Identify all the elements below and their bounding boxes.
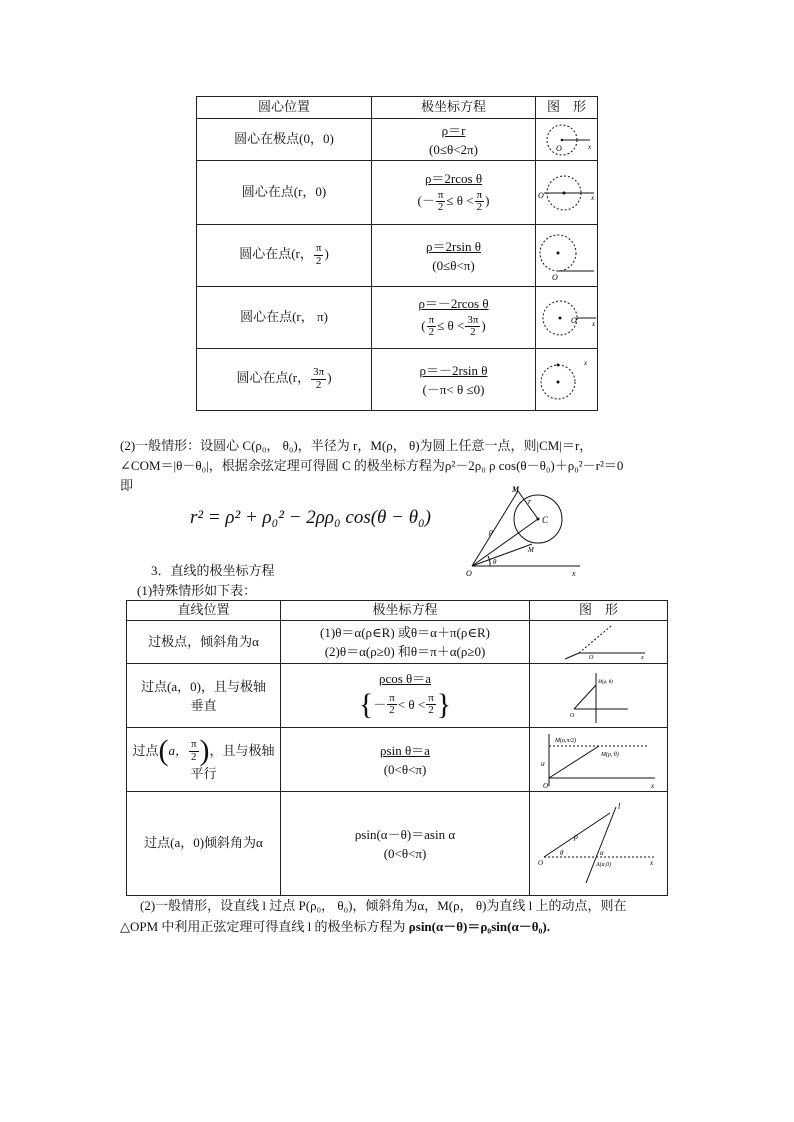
header-center-position: 圆心位置	[197, 97, 372, 119]
svg-text:θ: θ	[559, 848, 563, 857]
header-figure: 图 形	[536, 97, 598, 119]
table-cell-position: 圆心在点(r， π)	[197, 287, 372, 349]
equation-range: (0<θ<π)	[383, 761, 427, 777]
table-cell-figure	[536, 287, 598, 349]
table-cell-figure	[536, 161, 598, 225]
equation-range: (－π< θ ≤0)	[422, 381, 485, 397]
general-circle-line3: 即	[120, 478, 134, 493]
general-line-line1: (2)一般情形，设直线 l 过点 P(ρ₀， θ₀)，倾斜角为α，M(ρ， θ)为直线 l 上的动点，则在	[140, 898, 627, 913]
table-cell-position: 圆心在点(r， $\frac{3\pi}{2}$ )	[197, 349, 372, 411]
fraction-pi-over-2: $\frac{\pi}{2}$	[389, 691, 395, 717]
range-text: (－	[417, 192, 435, 208]
svg-text:M(ρ, θ): M(ρ, θ)	[597, 679, 613, 685]
svg-text:O: O	[571, 315, 577, 325]
svg-text:M(ρ, θ): M(ρ, θ)	[600, 751, 619, 758]
table-cell-equation	[372, 225, 536, 287]
svg-text:O: O	[537, 858, 543, 867]
table-cell-position: 过点 ( a， $\frac{\pi}{2}$ ) ，且与极轴 平行	[127, 728, 281, 792]
table-cell-position: 圆心在点(r， $\frac{\pi}{2}$ )	[197, 225, 372, 287]
header-polar-equation: 极坐标方程	[372, 97, 536, 119]
svg-text:x: x	[650, 781, 654, 790]
table-cell-figure	[530, 792, 668, 896]
table-cell-equation	[372, 349, 536, 411]
svg-text:M: M	[512, 485, 520, 494]
table-cell-position: 圆心在点(r，0)	[197, 161, 372, 225]
table-cell-equation	[372, 161, 536, 225]
circle-at-pole-figure	[538, 121, 596, 159]
equation-range: (0≤θ<2π)	[429, 141, 478, 157]
line-table	[126, 600, 668, 896]
header-figure: 图 形	[530, 601, 668, 621]
equation-line: (2)θ＝α(ρ≥0) 和θ＝π＋α(ρ≥0)	[324, 644, 486, 659]
circle-table	[196, 96, 598, 411]
table-cell-equation	[281, 792, 530, 896]
svg-text:x: x	[587, 142, 591, 151]
equation-line: ρsin(α－θ)＝asin α	[354, 826, 456, 842]
svg-text:O: O	[542, 781, 548, 790]
equation-line: (1)θ＝α(ρ∈R) 或θ＝α＋π(ρ∈R)	[320, 625, 490, 640]
svg-text:C: C	[542, 515, 549, 525]
table-cell-figure	[536, 349, 598, 411]
svg-text:x: x	[640, 655, 644, 661]
equation-range: (0≤θ<π)	[432, 257, 475, 273]
svg-text:α: α	[540, 759, 545, 768]
equation-line: ρsin θ＝a	[380, 742, 430, 758]
svg-text:A(a,0): A(a,0)	[595, 861, 611, 868]
table-cell-position: 过点(a，0)，且与极轴 垂直	[127, 664, 281, 728]
table-cell-equation: ρcos θ＝a { － $\frac{\pi}{2}$ < θ < $\frac{\pi}{2}$ }	[281, 664, 530, 728]
table-cell-figure	[530, 621, 668, 664]
general-circle-figure	[462, 484, 586, 580]
svg-text:l: l	[617, 801, 620, 811]
range-text: )	[485, 192, 490, 208]
equation-line: ρ＝－2rsin θ	[419, 362, 488, 378]
table-cell-position: 过点(a，0)倾斜角为α	[127, 792, 281, 896]
svg-text:ρ: ρ	[489, 527, 493, 536]
fraction-pi-over-2: $\frac{\pi}{2}$	[428, 691, 434, 717]
table-cell-equation	[281, 728, 530, 792]
svg-text:M: M	[528, 546, 534, 554]
table-cell-equation	[281, 621, 530, 664]
fraction-pi-over-2: $\frac{\pi}{2}$	[437, 188, 444, 214]
equation-range: (0<θ<π)	[383, 845, 427, 861]
fraction-pi-over-2: $\frac{\pi}{2}$	[476, 188, 483, 214]
equation-line: ρcos θ＝a	[378, 671, 432, 687]
svg-text:O: O	[588, 655, 593, 661]
general-circle-line2: ∠COM＝|θ－θ₀|，根据余弦定理可得圆 C 的极坐标方程为ρ²－2ρ₀ ρ cos(θ－θ₀)＋ρ₀²－r²＝0	[120, 458, 624, 473]
svg-text:r: r	[528, 497, 532, 506]
equation-line: ρ＝－2rcos θ	[418, 296, 489, 312]
line-through-pole-figure	[549, 623, 649, 661]
circle-center-r-3pi2-figure	[536, 355, 598, 405]
circle-center-r-pi-figure	[536, 296, 598, 340]
fraction-pi-over-2: $\frac{\pi}{2}$	[190, 738, 197, 763]
svg-text:α: α	[599, 848, 604, 857]
svg-text:x: x	[649, 858, 653, 867]
svg-text:O: O	[555, 143, 562, 153]
svg-text:x: x	[591, 193, 595, 202]
svg-text:ρ: ρ	[573, 831, 578, 841]
circle-center-r0-figure	[536, 168, 598, 218]
line-general-equation: ρsin(α－θ)＝ρ₀sin(α－θ₀).	[408, 919, 550, 934]
svg-text:x: x	[572, 569, 576, 578]
svg-text:O: O	[569, 712, 574, 719]
table-cell-position: 过极点，倾斜角为α	[127, 621, 281, 664]
range-text: ≤ θ <	[446, 192, 474, 208]
fraction-3pi-over-2: $\frac{3\pi}{2}$	[467, 313, 479, 339]
svg-text:M(a,π/2): M(a,π/2)	[554, 737, 576, 744]
equation-line: ρ＝2rsin θ	[426, 238, 481, 254]
svg-text:x: x	[584, 358, 588, 367]
table-cell-figure	[536, 225, 598, 287]
table-cell-position: 圆心在极点(0，0)	[197, 119, 372, 161]
table-cell-equation	[372, 119, 536, 161]
header-line-position: 直线位置	[127, 601, 281, 621]
fraction-pi-over-2: $\frac{\pi}{2}$	[315, 242, 322, 267]
header-polar-equation: 极坐标方程	[281, 601, 530, 621]
svg-text:θ: θ	[493, 558, 497, 566]
horizontal-line-figure	[539, 730, 659, 790]
fraction-3pi-over-2: $\frac{3\pi}{2}$	[313, 366, 325, 391]
fraction-pi-over-2: $\frac{\pi}{2}$	[428, 313, 435, 339]
svg-text:O: O	[466, 569, 472, 578]
circle-formula: r² = ρ² + ρ₀² − 2ρρ₀ cos(θ − θ₀)	[190, 507, 431, 528]
section3-title: 3．直线的极坐标方程	[151, 563, 275, 578]
general-line-line2: △OPM 中利用正弦定理可得直线 l 的极坐标方程为 ρsin(α－θ)＝ρ₀sin(α－θ₀).	[120, 919, 550, 934]
circle-center-r-pi2-figure	[536, 230, 598, 282]
general-circle-line1: (2)一般情形：设圆心 C(ρ₀， θ₀)，半径为 r，M(ρ， θ)为圆上任意一点，则|CM|＝r，	[120, 438, 593, 453]
table-cell-equation: ρ＝－2rcos θ ( $\frac{\pi}{2}$ ≤ θ < $\frac{3\pi}{2}$ )	[372, 287, 536, 349]
svg-text:x: x	[592, 319, 596, 328]
line-angle-alpha-figure	[534, 799, 664, 889]
equation-line: ρ＝2rcos θ	[424, 171, 483, 187]
table-cell-figure	[536, 119, 598, 161]
vertical-line-figure	[564, 667, 634, 725]
table-cell-figure	[530, 728, 668, 792]
section3-subtitle: (1)特殊情形如下表：	[137, 583, 257, 598]
svg-text:O: O	[552, 272, 558, 282]
equation-line: ρ＝r	[441, 122, 466, 138]
table-cell-figure	[530, 664, 668, 728]
svg-text:O: O	[538, 190, 544, 200]
